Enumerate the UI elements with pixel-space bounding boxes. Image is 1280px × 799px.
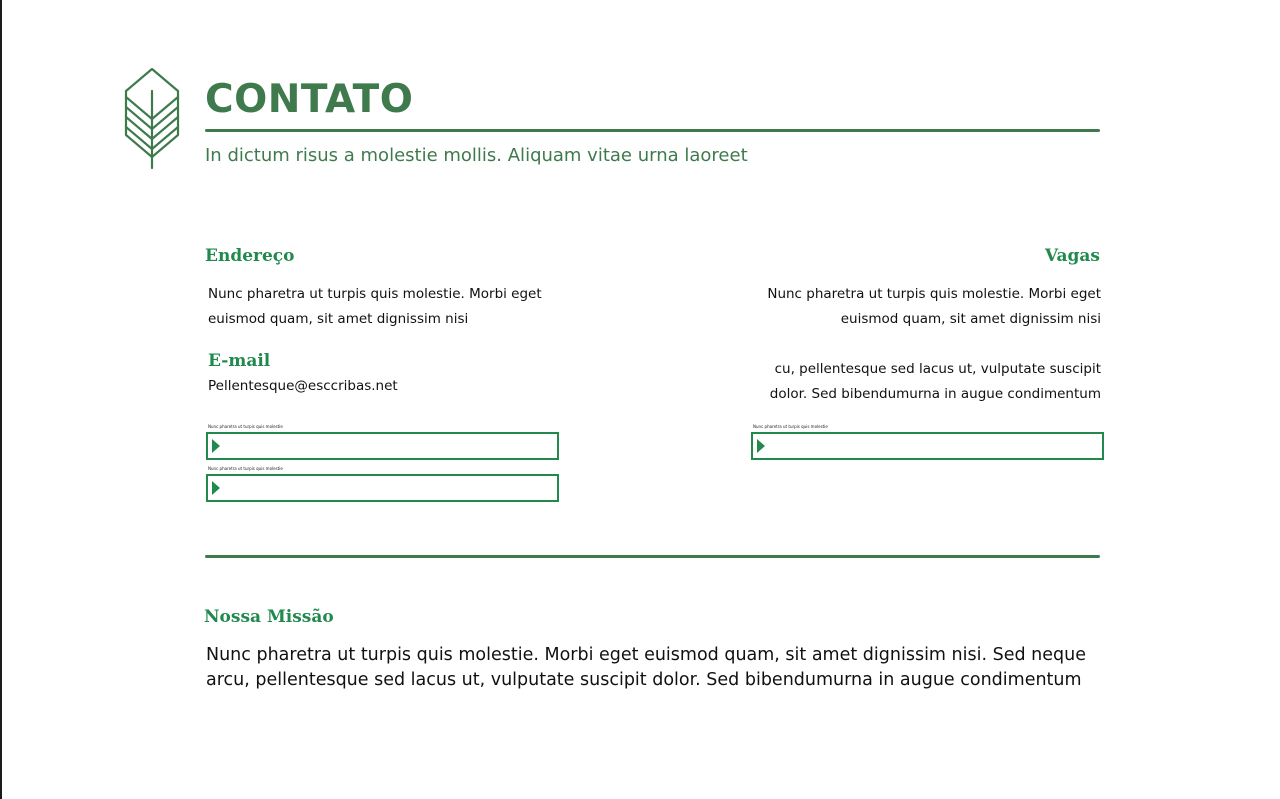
mission-heading: Nossa Missão: [204, 607, 334, 627]
vagas-heading: Vagas: [1044, 246, 1100, 266]
play-arrow-icon: [212, 439, 220, 453]
window-left-border: [0, 0, 2, 799]
input-field-2[interactable]: [206, 474, 559, 502]
section-divider: [205, 555, 1100, 558]
address-line-1: Nunc pharetra ut turpis quis molestie. Morbi eget: [208, 286, 542, 302]
page-subtitle: In dictum risus a molestie mollis. Aliquam vitae urna laoreet: [205, 145, 748, 166]
address-heading: Endereço: [205, 246, 295, 266]
field-1-label: Nunc pharetra ut turpis quis molestie: [208, 424, 283, 429]
address-line-2: euismod quam, sit amet dignissim nisi: [208, 311, 469, 327]
input-field-1[interactable]: [206, 432, 559, 460]
vagas-line-3: cu, pellentesque sed lacus ut, vulputate suscipit: [774, 361, 1101, 377]
page-title: CONTATO: [205, 77, 414, 122]
mission-line-1: Nunc pharetra ut turpis quis molestie. Morbi eget euismod quam, sit amet dignissim nisi. Sed neque: [206, 645, 1086, 665]
field-3-label: Nunc pharetra ut turpis quis molestie: [753, 424, 828, 429]
play-arrow-icon: [212, 481, 220, 495]
vagas-line-1: Nunc pharetra ut turpis quis molestie. Morbi eget: [767, 286, 1101, 302]
email-heading: E-mail: [208, 351, 271, 371]
vagas-line-2: euismod quam, sit amet dignissim nisi: [840, 311, 1101, 327]
play-arrow-icon: [757, 439, 765, 453]
mission-line-2: arcu, pellentesque sed lacus ut, vulputate suscipit dolor. Sed bibendumurna in augue condimentum: [206, 670, 1082, 690]
field-2-label: Nunc pharetra ut turpis quis molestie: [208, 466, 283, 471]
email-address[interactable]: Pellentesque@esccribas.net: [208, 378, 398, 394]
vagas-line-4: dolor. Sed bibendumurna in augue condimentum: [769, 386, 1101, 402]
wheat-leaf-icon: [124, 67, 180, 170]
header-divider: [205, 129, 1100, 132]
input-field-3[interactable]: [751, 432, 1104, 460]
